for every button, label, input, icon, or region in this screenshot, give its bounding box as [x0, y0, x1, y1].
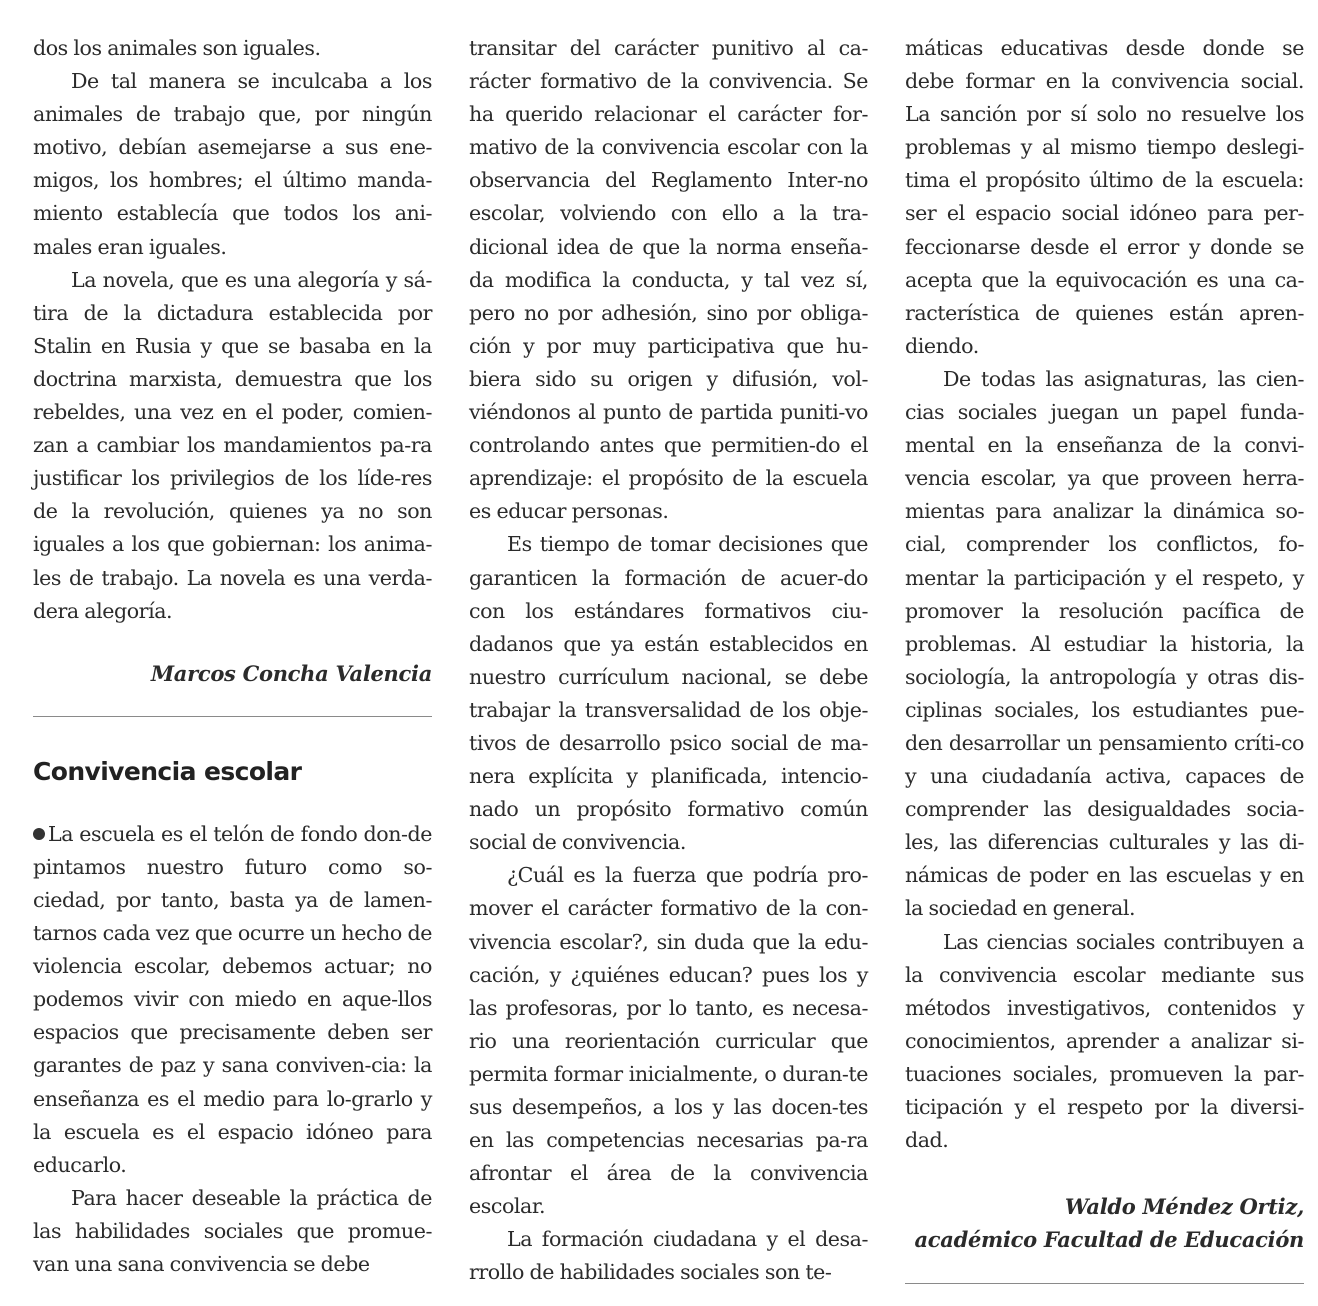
column-middle: [469, 32, 868, 1290]
letter-text: [33, 818, 432, 1182]
letter-text: La novela, que es una alegoría y sá-tira de la dictadura establecida por Stalin en Rusia y que se basaba en la doctrina marxista, demuestra que los rebeldes, una vez en el poder, comien-zan a cambiar los mandamientos pa-ra justificar los privilegios de los líde-res de la revolución, quienes ya no son iguales a los que gobiernan: los anima-les de trabajo. La novela es una verda-dera alegoría.: [33, 267, 432, 623]
letter-text: Para hacer deseable la práctica de las habilidades sociales que promue-van una sana convivencia se debe: [33, 1185, 432, 1276]
letter-text-body: La escuela es el telón de fondo don-de pintamos nuestro futuro como so-ciedad, por tanto, basta ya de lamen-tarnos cada vez que ocurre un hecho de violencia escolar, debemos actuar; no podemos vivir con miedo en aque-llos espacios que precisamente deben ser garantes de paz y sana conviven-cia: la enseñanza es el medio para lo-grarlo y la escuela es el espacio idóneo para educarlo.: [33, 821, 432, 1177]
letter-headline: Convivencia escolar: [33, 756, 302, 786]
signature-title: académico Facultad de Educación: [914, 1227, 1304, 1253]
letter-text: ¿Cuál es la fuerza que podría pro-mover el carácter formativo de la con-vivencia escolar?, sin duda que la edu-cación, y ¿quiénes educan? pues los y las profesoras, por lo tanto, es necesa-rio una reorientación curricular que permita formar inicialmente, o duran-te sus desempeños, a los y las docen-tes en las competencias necesarias pa-ra afrontar el área de la convivencia escolar.: [469, 863, 868, 1219]
letter-text: La formación ciudadana y el desa-rrollo de habilidades sociales son te-: [469, 1227, 868, 1285]
column-left: [33, 32, 432, 1281]
signature-name: Waldo Méndez Ortiz,: [1064, 1194, 1304, 1220]
letter-text: Es tiempo de tomar decisiones que garanticen la formación de acuer-do con los estándares formativos ciu-dadanos que ya están establecidos en nuestro currículum nacional, se debe trabajar la transversalidad de los obje-tivos de desarrollo psico social de ma-nera explícita y planificada, intencio-nado un propósito formativo común social de convivencia.: [469, 532, 868, 855]
section-divider: [905, 1283, 1304, 1284]
letter-text: transitar del carácter punitivo al ca-rácter formativo de la convivencia. Se ha querido relacionar el carácter for-mativo de la convivencia escolar con la observancia del Reglamento Inter-no escolar, volviendo con ello a la tra-dicional idea de que la norma enseña-da modifica la conducta, y tal vez sí, pero no por adhesión, sino por obliga-ción y por muy participativa que hu-biera sido su origen y difusión, vol-viéndonos al punto de partida puniti-vo controlando antes que permitien-do el aprendizaje: el propósito de la escuela es educar personas.: [469, 36, 868, 524]
letter-signature: Marcos Concha Valencia: [150, 660, 432, 686]
column-right: [905, 32, 1304, 1284]
section-divider: [33, 716, 432, 717]
letter-text: máticas educativas desde donde se debe formar en la convivencia social. La sanción por sí solo no resuelve los problemas y al mismo tiempo deslegi-tima el propósito último de la escuela: ser el espacio social idóneo para per-feccionarse desde el error y donde se acepta que la equivocación es una ca-racterística de quienes están apren-diendo.: [905, 36, 1304, 358]
letter-text: De tal manera se inculcaba a los animales de trabajo que, por ningún motivo, debían asemejarse a sus ene-migos, los hombres; el último manda-miento establecía que todos los ani-males eran iguales.: [33, 69, 432, 259]
letter-text: De todas las asignaturas, las cien-cias sociales juegan un papel funda-mental en la enseñanza de la convi-vencia escolar, ya que proveen herra-mientas para analizar la dinámica so-cial, comprender los conflictos, fo-mentar la participación y el respeto, y promover la resolución pacífica de problemas. Al estudiar la historia, la sociología, la antropología y otras dis-ciplinas sociales, los estudiantes pue-den desarrollar un pensamiento críti-co y una ciudadanía activa, capaces de comprender las desigualdades socia-les, las diferencias culturales y las di-námicas de poder en las escuelas y en la sociedad en general.: [905, 366, 1304, 921]
bullet-icon: [33, 828, 45, 840]
letter-text: Las ciencias sociales contribuyen a la convivencia escolar mediante sus métodos investigativos, contenidos y conocimientos, aprender a analizar si-tuaciones sociales, promueven la par-ticipación y el respeto por la diversi-dad.: [905, 929, 1304, 1153]
letter-text: dos los animales son iguales.: [33, 36, 321, 60]
